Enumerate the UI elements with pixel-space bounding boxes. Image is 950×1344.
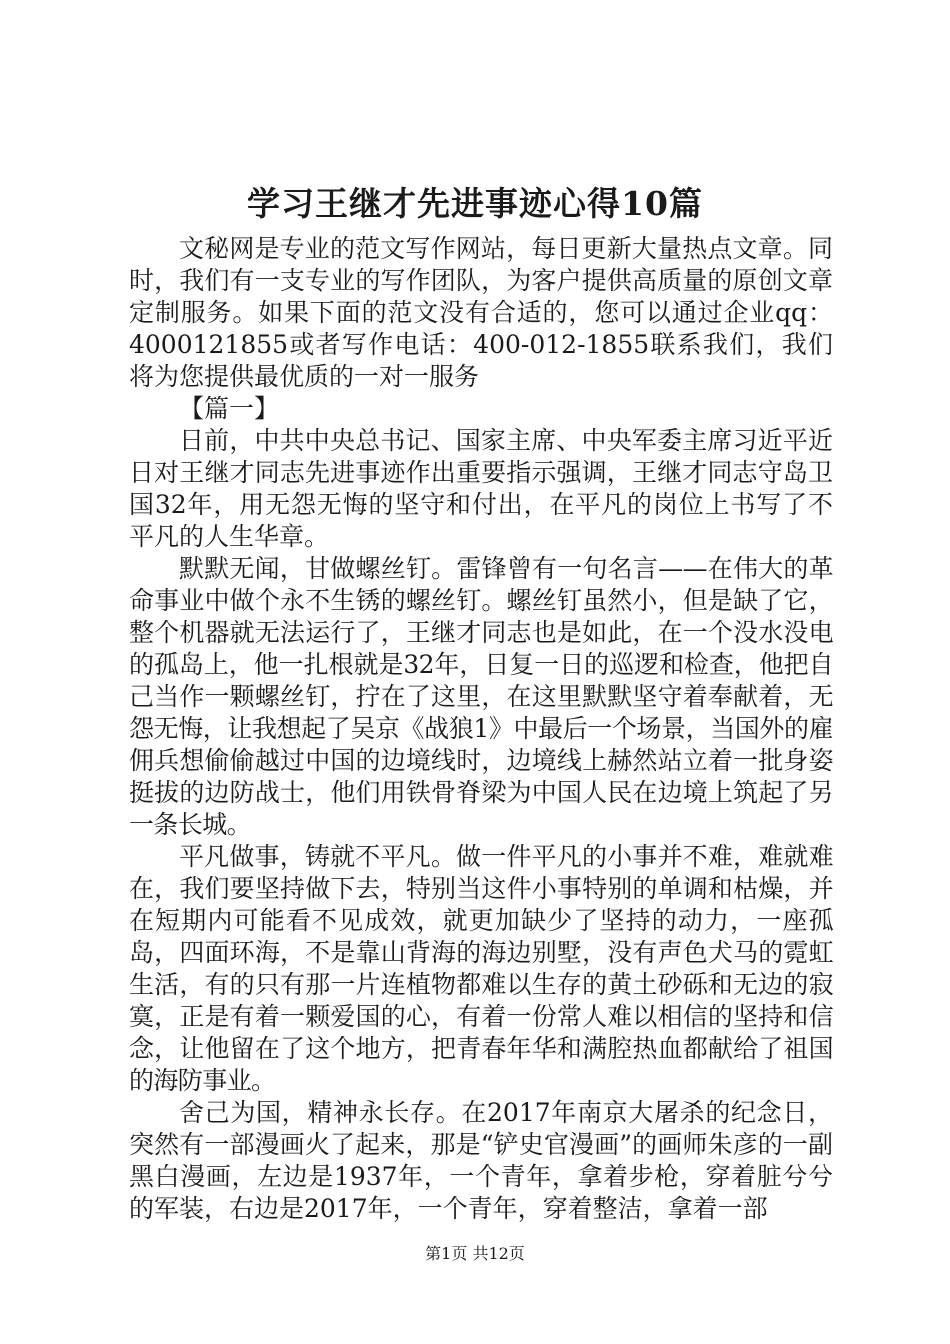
body-paragraph: 默默无闻，甘做螺丝钉。雷锋曾有一句名言——在伟大的革命事业中做个永不生锈的螺丝钉。螺丝钉虽然小，但是缺了它，整个机器就无法运行了，王继才同志也是如此，在一个没水没电的孤岛上，他一扎根就是32年，日复一日的巡逻和检查，他把自己当作一颗螺丝钉，拧在了这里，在这里默默坚守着奉献着，无怨无悔，让我想起了吴京《战狼1》中最后一个场景，当国外的雇佣兵想偷偷越过中国的边境线时，边境线上赫然站立着一批身姿挺拔的边防战士，他们用铁骨脊梁为中国人民在边境上筑起了另一条长城。 [129, 554, 833, 839]
document-title: 学习王继才先进事迹心得10篇 [247, 184, 703, 223]
page-footer: 第1页 共12页 [425, 1244, 525, 1263]
body-paragraph: 平凡做事，铸就不平凡。做一件平凡的小事并不难，难就难在，我们要坚持做下去，特别当这件小事特别的单调和枯燥，并在短期内可能看不见成效，就更加缺少了坚持的动力，一座孤岛，四面环海，不是靠山背海的海边别墅，没有声色犬马的霓虹生活，有的只有那一片连植物都难以生存的黄土砂砾和无边的寂寞，正是有着一颗爱国的心，有着一份常人难以相信的坚持和信念，让他留在了这个地方，把青春年华和满腔热血都献给了祖国的海防事业。 [129, 842, 833, 1095]
document-body [129, 233, 833, 1225]
body-paragraph: 舍己为国，精神永长存。在2017年南京大屠杀的纪念日，突然有一部漫画火了起来，那是“铲史官漫画”的画师朱彦的一副黑白漫画，左边是1937年，一个青年，拿着步枪，穿着脏兮兮的军装，右边是2017年，一个青年，穿着整洁，拿着一部 [129, 1098, 833, 1223]
body-paragraph: 日前，中共中央总书记、国家主席、中央军委主席习近平近日对王继才同志先进事迹作出重要指示强调，王继才同志守岛卫国32年，用无怨无悔的坚守和付出，在平凡的岗位上书写了不平凡的人生华章。 [129, 426, 833, 551]
intro-paragraph: 文秘网是专业的范文写作网站，每日更新大量热点文章。同时，我们有一支专业的写作团队，为客户提供高质量的原创文章定制服务。如果下面的范文没有合适的，您可以通过企业qq：4000121855或者写作电话：400-012-1855联系我们，我们将为您提供最优质的一对一服务 [129, 234, 833, 391]
section-heading: 【篇一】 [179, 394, 280, 423]
